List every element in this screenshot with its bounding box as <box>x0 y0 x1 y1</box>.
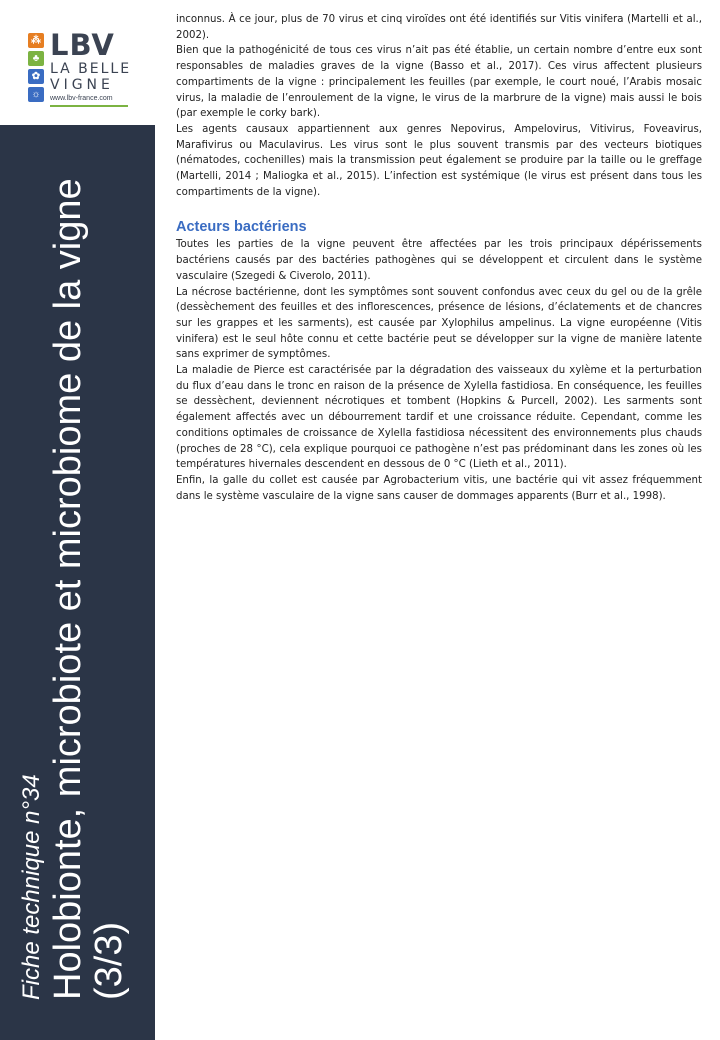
main-content <box>176 12 702 504</box>
drop-icon: ✿ <box>28 69 44 84</box>
leaf-icon: ♣ <box>28 51 44 66</box>
paragraph: Toutes les parties de la vigne peuvent être affectées par les trois principaux dépérissements bactériens causés par des bactéries pathogènes qui se développent et circulent dans le système vasculaire (Szegedi & Civerolo, 2011). <box>176 239 702 282</box>
logo-main-text: LBV <box>50 28 115 62</box>
paragraph: Bien que la pathogénicité de tous ces virus n’ait pas été établie, un certain nombre d’entre eux sont responsables de maladies graves de la vigne (Basso et al., 2017). Ces virus affectent plusieurs compartiments de la vigne : principalement les feuilles (par exemple, le court noué, l’Arabis mosaic virus, la maladie de l’enroulement de la vigne, le virus de la marbrure de la vigne) mais aussi le bois (par exemple le corky bark). <box>176 45 702 120</box>
vertical-title <box>18 160 130 1000</box>
logo-line-1: LA BELLE <box>50 61 132 77</box>
grape-icon: ⁂ <box>28 33 44 48</box>
paragraph: La nécrose bactérienne, dont les symptômes sont souvent confondus avec ceux du gel ou de la grêle (dessèchement des feuilles et des inflorescences, présence de lésions, d’éclatements et de chancres sur les grappes et les sarments), est causée par Xylophilus ampelinus. La vigne européenne (Vitis vinifera) est le seul hôte connu et cette bactérie peut se développer sur la vigne de manière latente sans exprimer de symptômes. <box>176 286 702 361</box>
logo-line-2: VIGNE <box>50 77 114 93</box>
logo-divider <box>50 105 128 107</box>
sun-icon: ☼ <box>28 87 44 102</box>
section-heading: Acteurs bactériens <box>176 219 307 236</box>
sidebar <box>0 0 155 1040</box>
document-title: Holobionte, microbiote et microbiome de la vigne (3/3) <box>47 178 130 1000</box>
paragraph: inconnus. À ce jour, plus de 70 virus et cinq viroïdes ont été identifiés sur Vitis vinifera (Martelli et al., 2002). <box>176 14 702 41</box>
paragraph: Les agents causaux appartiennent aux genres Nepovirus, Ampelovirus, Vitivirus, Foveavirus, Marafivirus ou Maculavirus. Les virus sont le plus souvent transmis par des vecteurs biotiques (nématodes, cochenilles) mais la transmission peut également se produire par la taille ou le greffage (Martelli, 2014 ; Maliogka et al., 2015). L’infection est systémique (le virus est présent dans tous les compartiments de la vigne). <box>176 123 702 198</box>
paragraph: Enfin, la galle du collet est causée par Agrobacterium vitis, une bactérie qui vit assez fréquemment dans le système vasculaire de la vigne sans causer de dommages apparents (Burr et al., 1998). <box>176 474 702 502</box>
logo-url: www.lbv-france.com <box>50 95 113 102</box>
paragraph: La maladie de Pierce est caractérisée par la dégradation des vaisseaux du xylème et la perturbation du flux d’eau dans le tronc en raison de la présence de Xylella fastidiosa. En conséquence, les feuilles se dessèchent, deviennent nécrotiques et tombent (Hopkins & Purcell, 2002). Les sarments sont également affectés avec un débourrement tardif et une croissance réduite. Cependant, comme les conditions optimales de croissance de Xylella fastidiosa nécessitent des environnements plus chauds (proches de 28 °C), cela explique pourquoi ce pathogène n’est pas prédominant dans les zones où les températures hivernales descendent en dessous de 0 °C (Lieth et al., 2011). <box>176 365 702 471</box>
logo-tiles <box>28 33 44 105</box>
sheet-number: Fiche technique n°34 <box>18 774 45 1000</box>
logo <box>0 0 155 125</box>
